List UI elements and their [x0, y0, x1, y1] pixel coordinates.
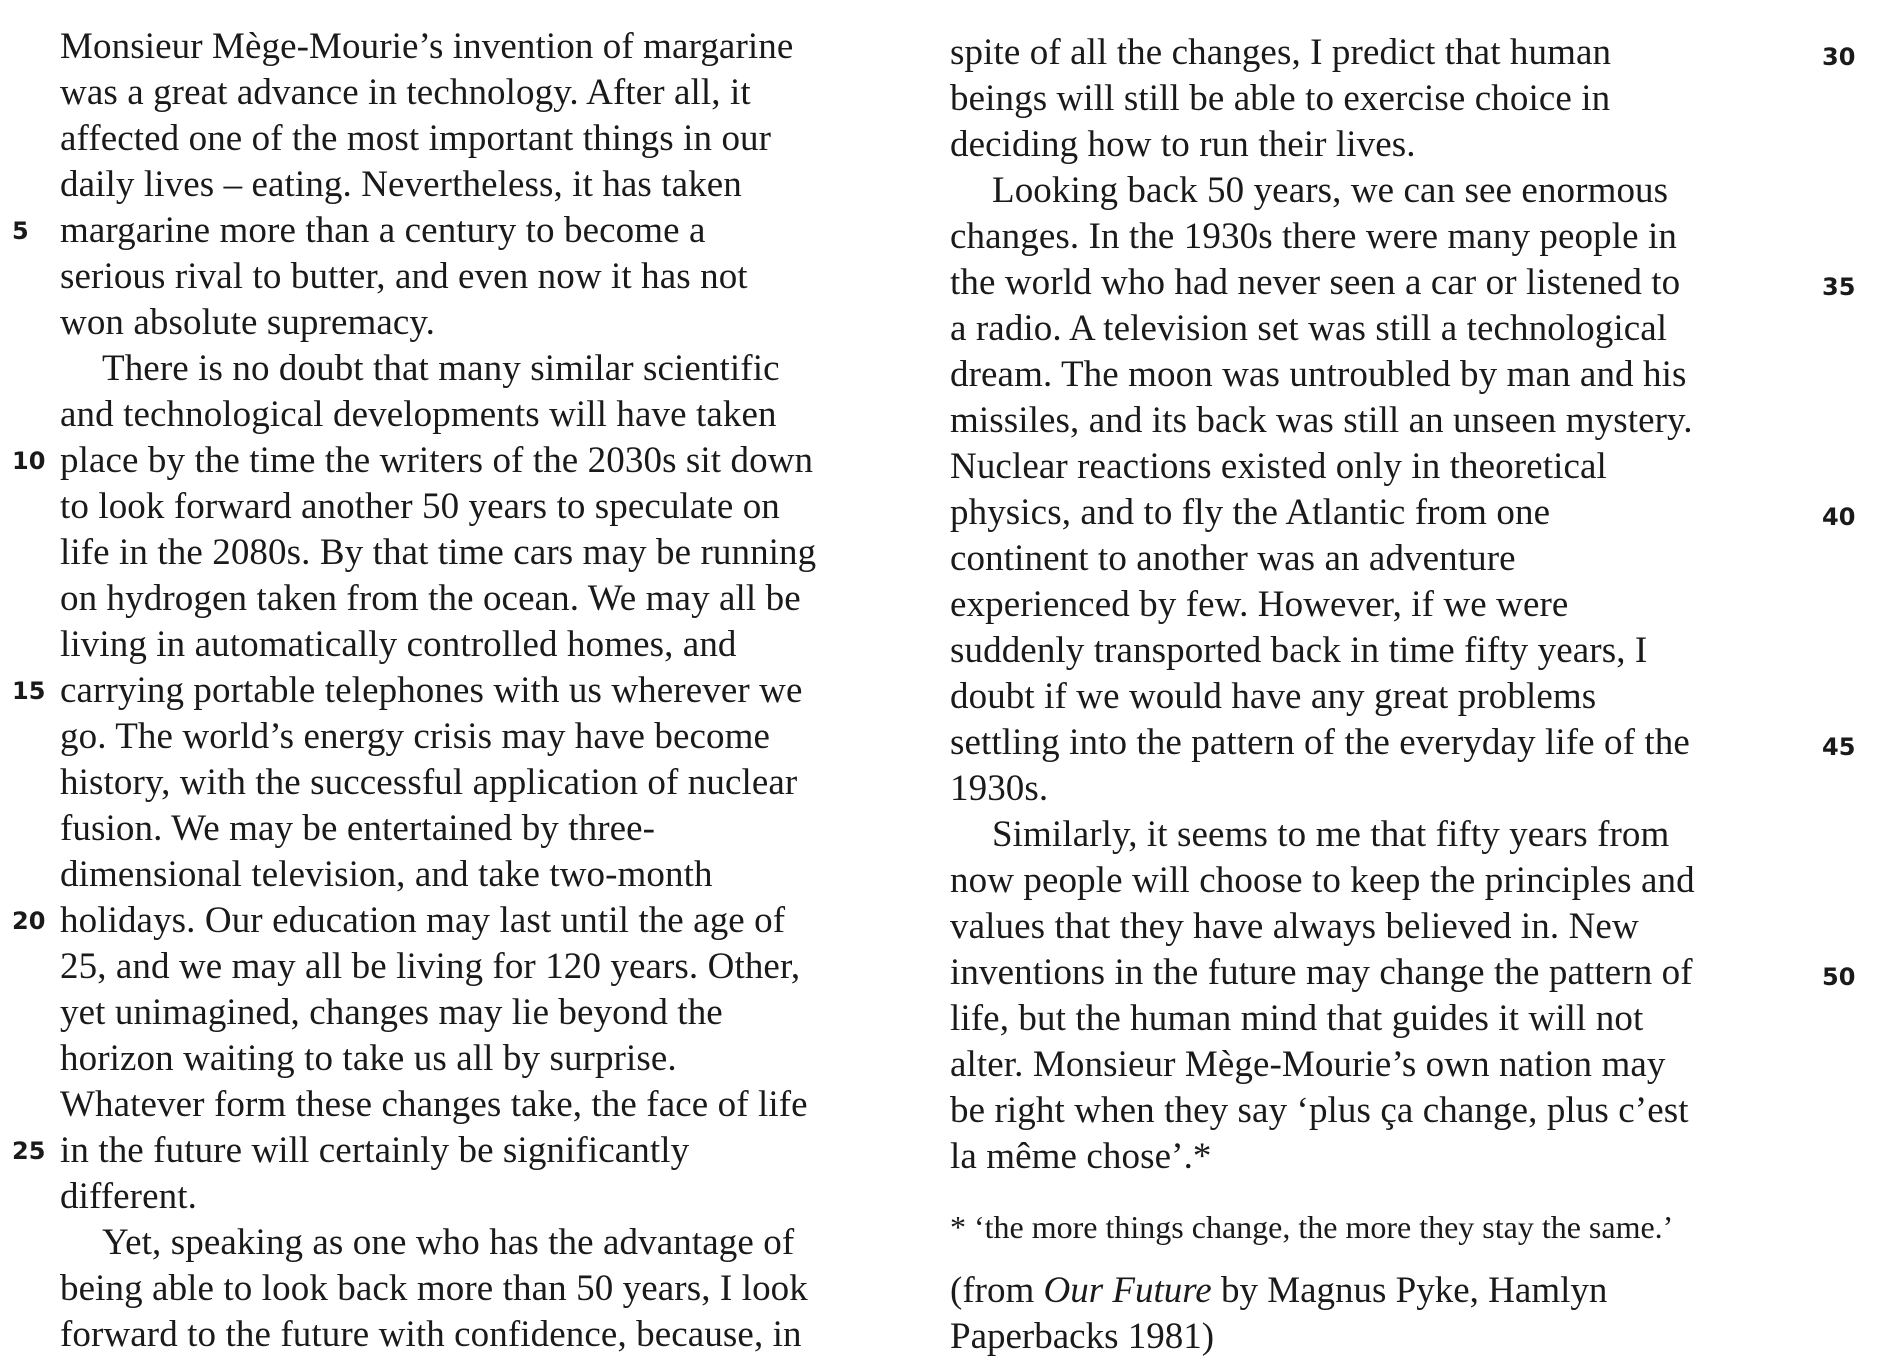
source-title: Our Future [1043, 1270, 1212, 1311]
text-line: place by the time the writers of the 2030s sit down [60, 440, 814, 481]
text-line: deciding how to run their lives. [950, 124, 1416, 165]
text-line: living in automatically controlled homes, and [60, 624, 737, 665]
text-line: life in the 2080s. By that time cars may be running [60, 532, 817, 573]
text-line: forward to the future with confidence, because, in [60, 1314, 802, 1355]
text-line: affected one of the most important things in our [60, 118, 772, 159]
text-line: margarine more than a century to become a [60, 210, 706, 251]
text-line: continent to another was an adventure [950, 538, 1516, 579]
line-number: 5 [12, 217, 29, 245]
text-line: doubt if we would have any great problems [950, 676, 1597, 717]
text-line: settling into the pattern of the everyday life of the [950, 722, 1690, 763]
text-line: Similarly, it seems to me that fifty years from [992, 814, 1670, 855]
text-line: Monsieur Mège-Mourie’s invention of margarine [60, 26, 794, 67]
line-number: 45 [1822, 733, 1856, 761]
text-line: to look forward another 50 years to speculate on [60, 486, 780, 527]
line-number: 25 [12, 1137, 46, 1165]
text-line: dream. The moon was untroubled by man and his [950, 354, 1687, 395]
text-line: won absolute supremacy. [60, 302, 435, 343]
line-number: 35 [1822, 273, 1856, 301]
text-line: suddenly transported back in time fifty years, I [950, 630, 1648, 671]
text-line: horizon waiting to take us all by surprise. [60, 1038, 677, 1079]
text-line: being able to look back more than 50 years, I look [60, 1268, 808, 1309]
text-line: carrying portable telephones with us wherever we [60, 670, 803, 711]
text-line: experienced by few. However, if we were [950, 584, 1569, 625]
text-line: fusion. We may be entertained by three- [60, 808, 656, 849]
text-line: beings will still be able to exercise choice in [950, 78, 1611, 119]
text-line: on hydrogen taken from the ocean. We may all be [60, 578, 801, 619]
text-line: daily lives – eating. Nevertheless, it has taken [60, 164, 742, 205]
footnote: * ‘the more things change, the more they stay the same.’ [950, 1209, 1674, 1245]
text-line: and technological developments will have taken [60, 394, 777, 435]
text-line: yet unimagined, changes may lie beyond the [60, 992, 723, 1033]
source-prefix: (from [950, 1270, 1044, 1311]
text-line: holidays. Our education may last until the age of [60, 900, 786, 941]
text-line: be right when they say ‘plus ça change, plus c’est [950, 1090, 1689, 1131]
source-citation-line-1 [950, 1268, 1607, 1314]
text-line: There is no doubt that many similar scientific [102, 348, 780, 389]
text-line: Nuclear reactions existed only in theoretical [950, 446, 1607, 487]
text-line: was a great advance in technology. After all, it [60, 72, 751, 113]
source-citation-line-2: Paperbacks 1981) [950, 1316, 1215, 1357]
text-line: values that they have always believed in. New [950, 906, 1639, 947]
text-line: now people will choose to keep the principles and [950, 860, 1695, 901]
line-number: 20 [12, 907, 46, 935]
text-line: Yet, speaking as one who has the advantage of [102, 1222, 795, 1263]
text-line: changes. In the 1930s there were many people in [950, 216, 1677, 257]
text-line: 1930s. [950, 768, 1049, 809]
text-line: in the future will certainly be significantly [60, 1130, 690, 1171]
line-number: 50 [1822, 963, 1856, 991]
text-line: alter. Monsieur Mège-Mourie’s own nation may [950, 1044, 1666, 1085]
line-number: 15 [12, 677, 46, 705]
text-line: Looking back 50 years, we can see enormous [992, 170, 1669, 211]
text-line: spite of all the changes, I predict that human [950, 32, 1612, 73]
line-number: 10 [12, 447, 46, 475]
source-suffix: by Magnus Pyke, Hamlyn [1211, 1270, 1608, 1311]
text-line: la même chose’.* [950, 1136, 1212, 1177]
text-line: history, with the successful application of nuclear [60, 762, 798, 803]
text-line: go. The world’s energy crisis may have become [60, 716, 771, 757]
text-line: physics, and to fly the Atlantic from one [950, 492, 1551, 533]
line-number: 30 [1822, 43, 1856, 71]
text-line: Whatever form these changes take, the face of life [60, 1084, 808, 1125]
text-line: 25, and we may all be living for 120 years. Other, [60, 946, 801, 987]
text-line: inventions in the future may change the pattern of [950, 952, 1693, 993]
text-line: a radio. A television set was still a technological [950, 308, 1668, 349]
text-line: dimensional television, and take two-month [60, 854, 713, 895]
text-line: life, but the human mind that guides it will not [950, 998, 1644, 1039]
text-line: the world who had never seen a car or listened to [950, 262, 1681, 303]
text-line: missiles, and its back was still an unseen mystery. [950, 400, 1693, 441]
text-line: serious rival to butter, and even now it has not [60, 256, 748, 297]
text-line: different. [60, 1176, 197, 1217]
line-number: 40 [1822, 503, 1856, 531]
